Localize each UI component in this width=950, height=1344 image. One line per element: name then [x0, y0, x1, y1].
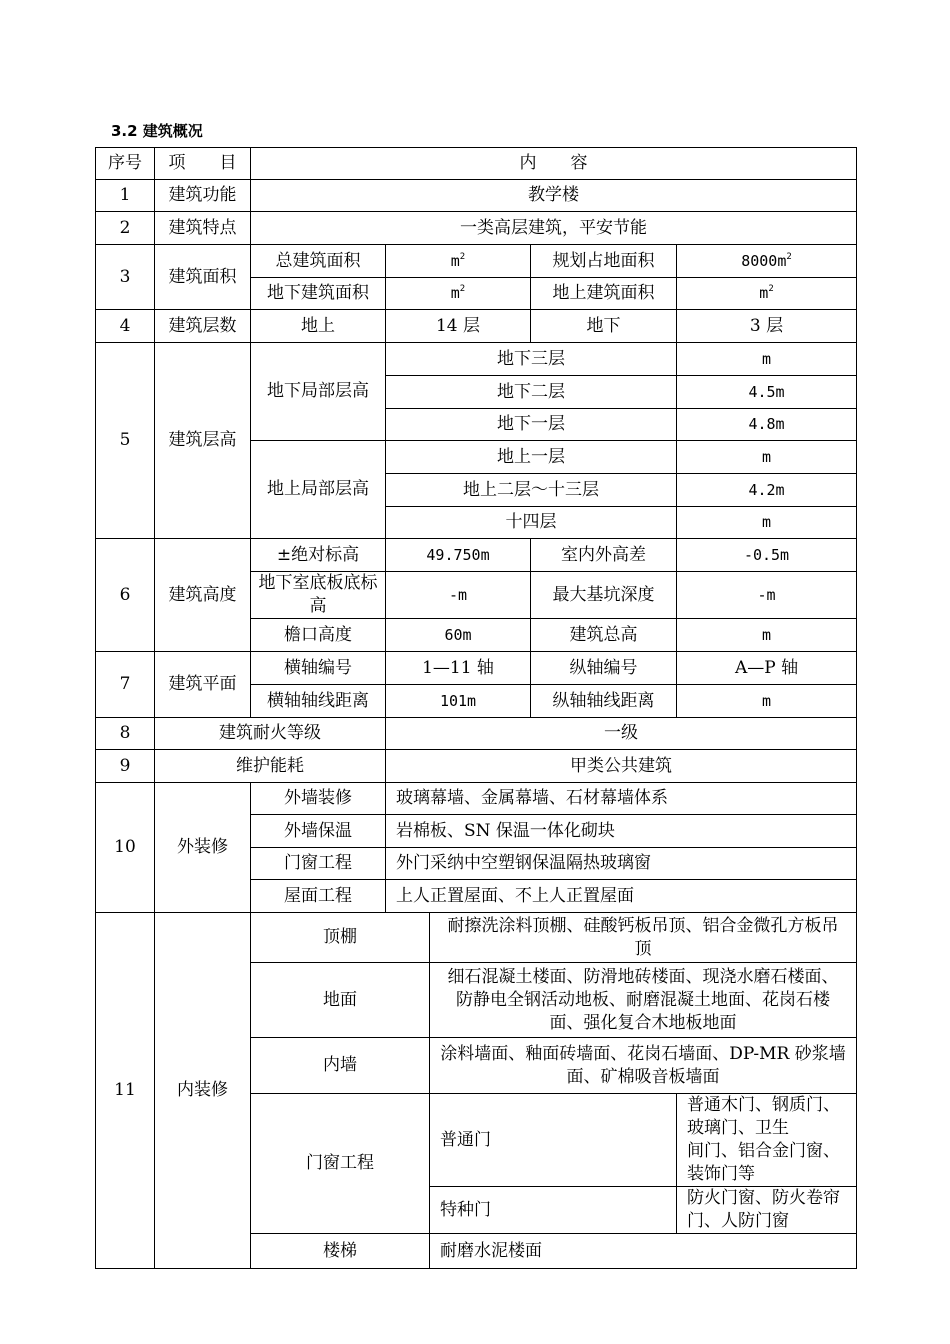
cell-label: 建筑总高	[531, 619, 677, 652]
door-type-value: 防火门窗、防火卷帘门、人防门窗	[677, 1187, 857, 1234]
floor-height: m	[677, 507, 857, 539]
row-number: 10	[96, 783, 155, 913]
floor-height: 4.2m	[677, 474, 857, 507]
row-item: 外装修	[155, 783, 251, 913]
cell-value: 49.750m	[386, 539, 531, 572]
floor-height: m	[677, 441, 857, 474]
door-type-label: 普通门	[430, 1094, 677, 1187]
cell-label: 地下室底板底标高	[251, 572, 386, 619]
row-number: 9	[96, 750, 155, 783]
floor-label: 地下二层	[386, 376, 677, 409]
table-header-row	[96, 148, 857, 180]
cell-value: $m^2$	[386, 278, 531, 310]
row-number: 2	[96, 212, 155, 245]
cell-value: 14 层	[386, 310, 531, 343]
sub-label: 地面	[251, 963, 430, 1038]
sub-label: 屋面工程	[251, 880, 386, 913]
sub-value: 耐磨水泥楼面	[430, 1234, 857, 1269]
floor-label: 地上一层	[386, 441, 677, 474]
header-content: 内 容	[251, 148, 857, 180]
cell-value: m	[677, 685, 857, 718]
row-number: 5	[96, 343, 155, 539]
header-item: 项 目	[155, 148, 251, 180]
cell-label: 室内外高差	[531, 539, 677, 572]
sub-value: 上人正置屋面、不上人正置屋面	[386, 880, 857, 913]
cell-label: 横轴编号	[251, 652, 386, 685]
row-item: 内装修	[155, 913, 251, 1269]
table-row	[96, 783, 857, 815]
cell-label: 檐口高度	[251, 619, 386, 652]
floor-label: 地上二层～十三层	[386, 474, 677, 507]
cell-label: 纵轴轴线距离	[531, 685, 677, 718]
sub-value: 外门采纳中空塑钢保温隔热玻璃窗	[386, 848, 857, 880]
row-value: 一级	[386, 718, 857, 750]
cell-label: 地下	[531, 310, 677, 343]
cell-value: -0.5m	[677, 539, 857, 572]
cell-label: 规划占地面积	[531, 245, 677, 278]
table-row	[96, 750, 857, 783]
table-row	[96, 310, 857, 343]
row-item: 建筑高度	[155, 539, 251, 652]
cell-value: A—P 轴	[677, 652, 857, 685]
cell-value: 101m	[386, 685, 531, 718]
cell-label: 地下建筑面积	[251, 278, 386, 310]
row-item: 建筑层高	[155, 343, 251, 539]
table-row	[96, 913, 857, 963]
cell-value: $8000m^2$	[677, 245, 857, 278]
group-label: 地下局部层高	[251, 343, 386, 441]
row-number: 6	[96, 539, 155, 652]
cell-label: 最大基坑深度	[531, 572, 677, 619]
table-row	[96, 718, 857, 750]
row-item: 建筑特点	[155, 212, 251, 245]
sub-value: 耐擦洗涂料顶棚、硅酸钙板吊顶、铝合金微孔方板吊 顶	[430, 913, 857, 963]
sub-value: 岩棉板、SN 保温一体化砌块	[386, 815, 857, 848]
sub-value: 细石混凝土楼面、防滑地砖楼面、现浇水磨石楼面、 防静电全钢活动地板、耐磨混凝土地面、花岗石楼 面、强化复合木地板地面	[430, 963, 857, 1038]
sub-label: 楼梯	[251, 1234, 430, 1269]
table-row	[96, 212, 857, 245]
table-row	[96, 245, 857, 278]
floor-label: 十四层	[386, 507, 677, 539]
table-row	[96, 652, 857, 685]
cell-value: m	[677, 619, 857, 652]
floor-label: 地下一层	[386, 409, 677, 441]
sub-label: 门窗工程	[251, 1094, 430, 1234]
sub-label: 内墙	[251, 1038, 430, 1094]
cell-value: 3 层	[677, 310, 857, 343]
table-row	[96, 180, 857, 212]
sub-label: 顶棚	[251, 913, 430, 963]
sub-value: 玻璃幕墙、金属幕墙、石材幕墙体系	[386, 783, 857, 815]
door-type-value: 普通木门、钢质门、玻璃门、卫生 间门、铝合金门窗、装饰门等	[677, 1094, 857, 1187]
cell-label: 地上建筑面积	[531, 278, 677, 310]
row-item: 建筑层数	[155, 310, 251, 343]
row-item: 维护能耗	[155, 750, 386, 783]
row-value: 教学楼	[251, 180, 857, 212]
row-item: 建筑面积	[155, 245, 251, 310]
row-number: 3	[96, 245, 155, 310]
section-heading: 3.2 建筑概况	[111, 122, 203, 140]
cell-value: $m^2$	[677, 278, 857, 310]
cell-label: 总建筑面积	[251, 245, 386, 278]
row-number: 8	[96, 718, 155, 750]
group-label: 地上局部层高	[251, 441, 386, 539]
sub-value: 涂料墙面、釉面砖墙面、花岗石墙面、DP-MR 砂浆墙 面、矿棉吸音板墙面	[430, 1038, 857, 1094]
row-value: 一类高层建筑，平安节能	[251, 212, 857, 245]
cell-label: 横轴轴线距离	[251, 685, 386, 718]
sub-label: 门窗工程	[251, 848, 386, 880]
cell-value: $m^2$	[386, 245, 531, 278]
row-item: 建筑功能	[155, 180, 251, 212]
cell-label: 地上	[251, 310, 386, 343]
floor-height: 4.8m	[677, 409, 857, 441]
cell-value: -m	[386, 572, 531, 619]
row-value: 甲类公共建筑	[386, 750, 857, 783]
row-number: 7	[96, 652, 155, 718]
door-type-label: 特种门	[430, 1187, 677, 1234]
sub-label: 外墙保温	[251, 815, 386, 848]
table-row	[96, 539, 857, 572]
row-item: 建筑平面	[155, 652, 251, 718]
table-row	[96, 343, 857, 376]
floor-height: m	[677, 343, 857, 376]
row-number: 4	[96, 310, 155, 343]
cell-value: 1—11 轴	[386, 652, 531, 685]
floor-height: 4.5m	[677, 376, 857, 409]
floor-label: 地下三层	[386, 343, 677, 376]
cell-value: -m	[677, 572, 857, 619]
building-overview-table	[95, 147, 857, 1269]
row-item: 建筑耐火等级	[155, 718, 386, 750]
row-number: 1	[96, 180, 155, 212]
sub-label: 外墙装修	[251, 783, 386, 815]
row-number: 11	[96, 913, 155, 1269]
cell-value: 60m	[386, 619, 531, 652]
cell-label: 纵轴编号	[531, 652, 677, 685]
header-no: 序号	[96, 148, 155, 180]
cell-label: ±绝对标高	[251, 539, 386, 572]
